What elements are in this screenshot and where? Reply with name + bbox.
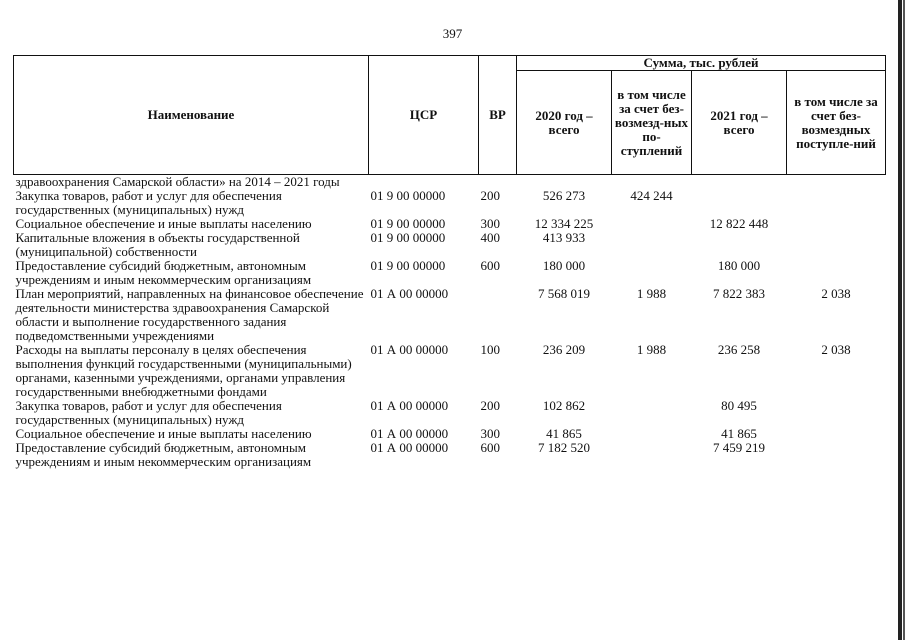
cell-csr: 01 9 00 00000 — [370, 188, 446, 203]
header-vr: ВР — [479, 56, 517, 175]
cell-2021-total — [692, 231, 787, 259]
cell-csr: 01 9 00 00000 — [370, 258, 446, 273]
cell-2020-grants: 424 244 — [630, 188, 673, 203]
cell-2021-total: 41 865 — [721, 426, 757, 441]
cell-2021-total: 80 495 — [721, 398, 757, 413]
cell-2020-grants — [612, 231, 692, 259]
header-name: Наименование — [14, 56, 369, 175]
cell-2021-total: 7 822 383 — [713, 286, 765, 301]
cell-2021-grants — [787, 399, 886, 427]
scan-edge — [898, 0, 902, 640]
cell-2021-grants — [787, 231, 886, 259]
header-2020-total: 2020 год – всего — [517, 71, 612, 175]
cell-2021-grants — [787, 427, 886, 441]
cell-csr: 01 А 00 00000 — [370, 440, 449, 455]
cell-csr — [369, 175, 479, 190]
cell-2021-total — [692, 189, 787, 217]
cell-2020-grants — [612, 217, 692, 231]
cell-2021-total: 7 459 219 — [713, 440, 765, 455]
cell-2021-grants: 2 038 — [821, 342, 851, 357]
cell-vr: 300 — [480, 216, 500, 231]
cell-name: Социальное обеспечение и иные выплаты населению — [15, 216, 312, 231]
cell-2020-total: 7 568 019 — [538, 286, 590, 301]
cell-2020-grants — [612, 175, 692, 190]
table-row — [14, 259, 886, 287]
cell-2020-grants: 1 988 — [636, 342, 667, 357]
cell-vr — [479, 287, 517, 343]
cell-2021-grants — [787, 259, 886, 287]
cell-vr: 600 — [480, 258, 500, 273]
cell-2020-grants: 1 988 — [636, 286, 667, 301]
cell-vr: 200 — [480, 188, 500, 203]
table-row — [14, 441, 886, 469]
cell-2020-total: 526 273 — [542, 188, 586, 203]
cell-2021-total: 180 000 — [717, 258, 761, 273]
header-csr: ЦСР — [369, 56, 479, 175]
cell-vr: 600 — [480, 440, 500, 455]
cell-2021-grants — [787, 175, 886, 190]
cell-name: Социальное обеспечение и иные выплаты населению — [15, 426, 312, 441]
table-row — [14, 399, 886, 427]
cell-csr: 01 9 00 00000 — [370, 216, 446, 231]
table-header — [14, 56, 886, 175]
cell-2020-grants — [612, 441, 692, 469]
budget-table — [13, 55, 886, 469]
cell-2020-total: 7 182 520 — [538, 440, 590, 455]
cell-2021-total: 12 822 448 — [709, 216, 769, 231]
cell-csr: 01 А 00 00000 — [370, 286, 449, 301]
cell-name: Закупка товаров, работ и услуг для обеспечения государственных (муниципальных) нужд — [15, 398, 282, 427]
cell-2020-total: 12 334 225 — [534, 216, 594, 231]
cell-name: Капитальные вложения в объекты государственной (муниципальной) собственности — [15, 230, 300, 259]
cell-vr: 200 — [480, 398, 500, 413]
cell-2020-grants — [612, 259, 692, 287]
header-sum-group: Сумма, тыс. рублей — [517, 56, 886, 71]
cell-2020-total: 413 933 — [542, 230, 586, 245]
cell-name: Закупка товаров, работ и услуг для обеспечения государственных (муниципальных) нужд — [15, 188, 282, 217]
cell-name: Расходы на выплаты персоналу в целях обеспечения выполнения функций государственными (муниципальными) органами, казенными учреждениями, органами управления государственными внебюджетными фондами — [15, 342, 352, 399]
cell-2020-grants — [612, 399, 692, 427]
table-row — [14, 287, 886, 343]
cell-name: План мероприятий, направленных на финансовое обеспечение деятельности министерства здравоохранения Самарской области и выполнение государственного задания подведомственными учреждениями — [15, 286, 364, 343]
table-row — [14, 427, 886, 441]
cell-vr: 400 — [480, 230, 500, 245]
cell-vr — [479, 175, 517, 190]
table-row — [14, 343, 886, 399]
cell-2021-grants — [787, 217, 886, 231]
cell-csr: 01 А 00 00000 — [370, 398, 449, 413]
table-row — [14, 175, 886, 190]
page-number: 397 — [442, 26, 463, 41]
cell-2020-total: 180 000 — [542, 258, 586, 273]
header-2020-grants: в том числе за счет без-возмезд-ных по-ступлений — [612, 71, 692, 175]
cell-name: Предоставление субсидий бюджетным, автономным учреждениям и иным некоммерческим организациям — [15, 258, 312, 287]
cell-2020-total — [517, 175, 612, 190]
cell-2021-total — [692, 175, 787, 190]
cell-2021-grants — [787, 189, 886, 217]
cell-2021-grants: 2 038 — [821, 286, 851, 301]
header-2021-total: 2021 год – всего — [692, 71, 787, 175]
cell-vr: 300 — [480, 426, 500, 441]
table-row — [14, 189, 886, 217]
cell-name: здравоохранения Самарской области» на 2014 – 2021 годы — [15, 174, 340, 189]
cell-2020-total: 236 209 — [542, 342, 586, 357]
table-row — [14, 217, 886, 231]
table-row — [14, 231, 886, 259]
header-2021-grants: в том числе за счет без-возмездных поступле-ний — [787, 71, 886, 175]
cell-vr: 100 — [480, 342, 500, 357]
cell-2021-total: 236 258 — [717, 342, 761, 357]
cell-2020-total: 41 865 — [546, 426, 582, 441]
cell-csr: 01 А 00 00000 — [370, 426, 449, 441]
cell-csr: 01 А 00 00000 — [370, 342, 449, 357]
table-body — [14, 175, 886, 470]
cell-2021-grants — [787, 441, 886, 469]
cell-name: Предоставление субсидий бюджетным, автономным учреждениям и иным некоммерческим организациям — [15, 440, 312, 469]
cell-csr: 01 9 00 00000 — [370, 230, 446, 245]
cell-2020-total: 102 862 — [542, 398, 586, 413]
cell-2020-grants — [612, 427, 692, 441]
